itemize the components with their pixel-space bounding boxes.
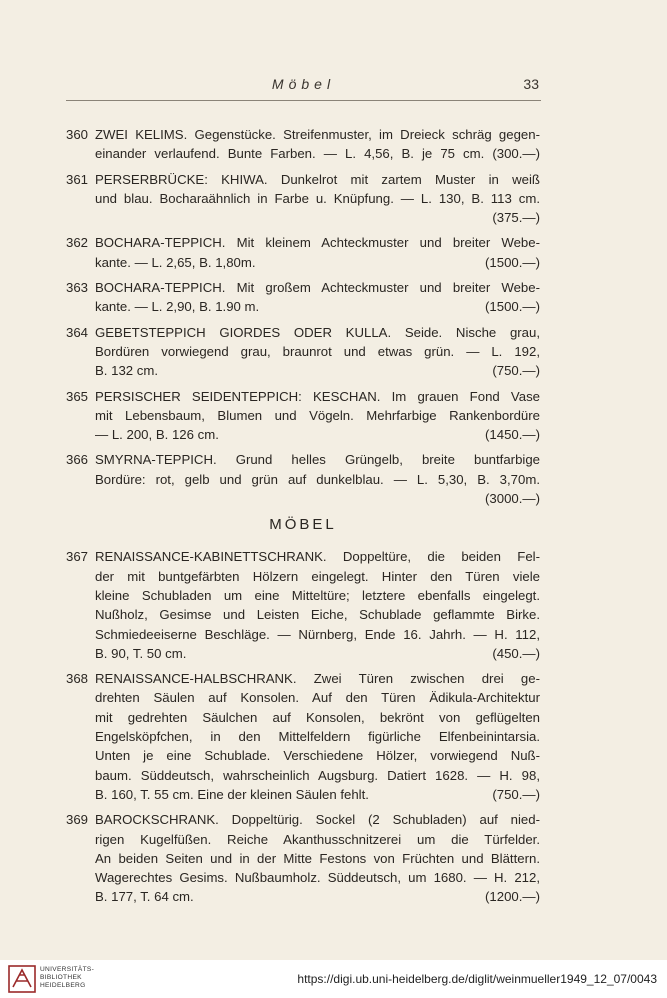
entry-text-line: und blau. Bocharaähnlich in Farbe u. Knüpfung. — L. 130, B. 113 cm. [95, 190, 540, 206]
entry-text-line: BAROCKSCHRANK. Doppeltürig. Sockel (2 Schubladen) auf nied- [95, 812, 540, 828]
university-library-logo [8, 965, 36, 993]
entry-text-line: RENAISSANCE-HALBSCHRANK. Zwei Türen zwischen drei ge- [95, 671, 540, 687]
entry-text-line: GEBETSTEPPICH GIORDES ODER KULLA. Seide. Nische grau, [95, 324, 540, 340]
entry-text-line: Bordüren vorwiegend grau, braunrot und etwas grün. — L. 192, [95, 343, 540, 359]
source-url-link[interactable]: https://digi.ub.uni-heidelberg.de/diglit/weinmueller1949_12_07/0043 [297, 972, 657, 986]
entry-text-line: Nußholz, Gesimse und Leisten Eiche, Schublade geflammte Birke. [95, 607, 540, 623]
entry-price: (450.—) [492, 645, 540, 661]
furniture-entries [66, 547, 540, 906]
entry-number: 360 [66, 127, 89, 142]
entry-last-line [95, 785, 540, 804]
entry-text-line: Unten je eine Schublade. Verschiedene Hölzer, vorwiegend Nuß- [95, 748, 540, 764]
entry-text-line: An beiden Seiten und in der Mitte Festons von Früchten und Blättern. [95, 850, 540, 866]
entry-price: (1200.—) [485, 889, 540, 905]
entry-text: — L. 200, B. 126 cm. [95, 427, 219, 443]
catalog-entry [66, 323, 540, 381]
entry-text-line: ZWEI KELIMS. Gegenstücke. Streifenmuster, im Dreieck schräg gegen- [95, 127, 540, 142]
entry-text-line: PERSISCHER SEIDENTEPPICH: KESCHAN. Im grauen Fond Vase [95, 388, 540, 404]
entry-text-line: Engelsköpfchen, in den Mittelfeldern figürliche Elfenbeinintarsia. [95, 729, 540, 745]
catalog-entry [66, 387, 540, 445]
header-rule [66, 100, 541, 101]
entry-text-line: drehten Säulen auf Konsolen. Auf den Türen Ädikula-Architektur [95, 690, 540, 706]
entry-text: B. 160, T. 55 cm. Eine der kleinen Säulen fehlt. [95, 786, 369, 802]
entry-price: (375.—) [492, 210, 540, 226]
entry-price: (3000.—) [485, 491, 540, 507]
catalog-entry [66, 669, 540, 804]
catalog-entry [66, 450, 540, 508]
entry-number: 366 [66, 452, 89, 468]
entry-number: 367 [66, 549, 89, 565]
entry-last-line [95, 644, 540, 663]
entry-text-line: Schmiedeeiserne Beschläge. — Nürnberg, Ende 16. Jahrh. — H. 112, [95, 626, 540, 642]
entry-price: (1450.—) [485, 427, 540, 443]
entry-last-line [95, 297, 540, 316]
entry-text: B. 90, T. 50 cm. [95, 645, 187, 661]
entry-last-line [95, 887, 540, 906]
entry-last-line [95, 361, 540, 380]
entry-text-line: Bordüre: rot, gelb und grün auf dunkelblau. — L. 5,30, B. 3,70m. [95, 471, 540, 487]
entry-text-line: Wagerechtes Gesims. Nußbaumholz. Süddeutsch, um 1680. — H. 212, [95, 870, 540, 886]
entry-number: 368 [66, 671, 89, 687]
entry-text-line: einander verlaufend. Bunte Farben. — L. 4,56, B. je 75 cm. (300.—) [95, 146, 540, 162]
entry-price: (750.—) [492, 363, 540, 379]
entry-text: B. 132 cm. [95, 363, 159, 379]
entry-text: kante. — L. 2,90, B. 1.90 m. [95, 299, 260, 315]
entry-last-line [95, 253, 540, 272]
entry-number: 361 [66, 171, 89, 187]
running-head [0, 76, 667, 98]
entry-text-line: baum. Süddeutsch, wahrscheinlich Augsburg. Datiert 1628. — H. 98, [95, 767, 540, 783]
entry-text-line: BOCHARA-TEPPICH. Mit großem Achteckmuster und breiter Webe- [95, 280, 540, 296]
entry-price: (1500.—) [485, 299, 540, 315]
catalog-entry [66, 547, 540, 663]
entry-text: kante. — L. 2,65, B. 1,80m. [95, 254, 256, 270]
entry-text-line: mit Lebensbaum, Blumen und Vögeln. Mehrfarbige Rankenbordüre [95, 407, 540, 423]
entry-price: (1500.—) [485, 254, 540, 270]
entry-number: 362 [66, 235, 89, 251]
entry-last-line [95, 425, 540, 444]
entry-text-line: BOCHARA-TEPPICH. Mit kleinem Achteckmuster und breiter Webe- [95, 235, 540, 251]
institution-name: UNIVERSITÄTS- BIBLIOTHEK HEIDELBERG [40, 966, 95, 989]
footer-bar [0, 960, 667, 998]
entry-number: 365 [66, 388, 89, 404]
catalog-entries [66, 125, 540, 913]
entry-text-line: SMYRNA-TEPPICH. Grund helles Grüngelb, breite buntfarbige [95, 452, 540, 468]
catalog-entry [66, 125, 540, 164]
entry-price: (750.—) [492, 786, 540, 802]
entry-number: 364 [66, 324, 89, 340]
catalog-entry [66, 170, 540, 228]
entry-number: 363 [66, 280, 89, 296]
entry-text-line: RENAISSANCE-KABINETTSCHRANK. Doppeltüre, die beiden Fel- [95, 549, 540, 565]
entry-text-line: kleine Schubladen um eine Mitteltüre; letztere ebenfalls eingelegt. [95, 587, 540, 603]
carpet-entries [66, 125, 540, 508]
entry-text-line: PERSERBRÜCKE: KHIWA. Dunkelrot mit zartem Muster in weiß [95, 171, 540, 187]
running-head-title: Möbel [271, 76, 336, 92]
catalog-entry [66, 278, 540, 317]
page-number: 33 [523, 76, 539, 92]
entry-number: 369 [66, 812, 89, 828]
catalog-entry [66, 233, 540, 272]
entry-text-line: rigen Kugelfüßen. Reiche Akanthusschnitzerei um die Türfelder. [95, 831, 540, 847]
catalog-entry [66, 810, 540, 906]
entry-text: B. 177, T. 64 cm. [95, 889, 194, 905]
entry-text-line: mit gedrehten Säulchen auf Konsolen, bekrönt von geflügelten [95, 709, 540, 725]
entry-text-line: der mit buntgefärbten Hölzern eingelegt. Hinter den Türen viele [95, 568, 540, 584]
section-heading: MÖBEL [269, 516, 337, 534]
